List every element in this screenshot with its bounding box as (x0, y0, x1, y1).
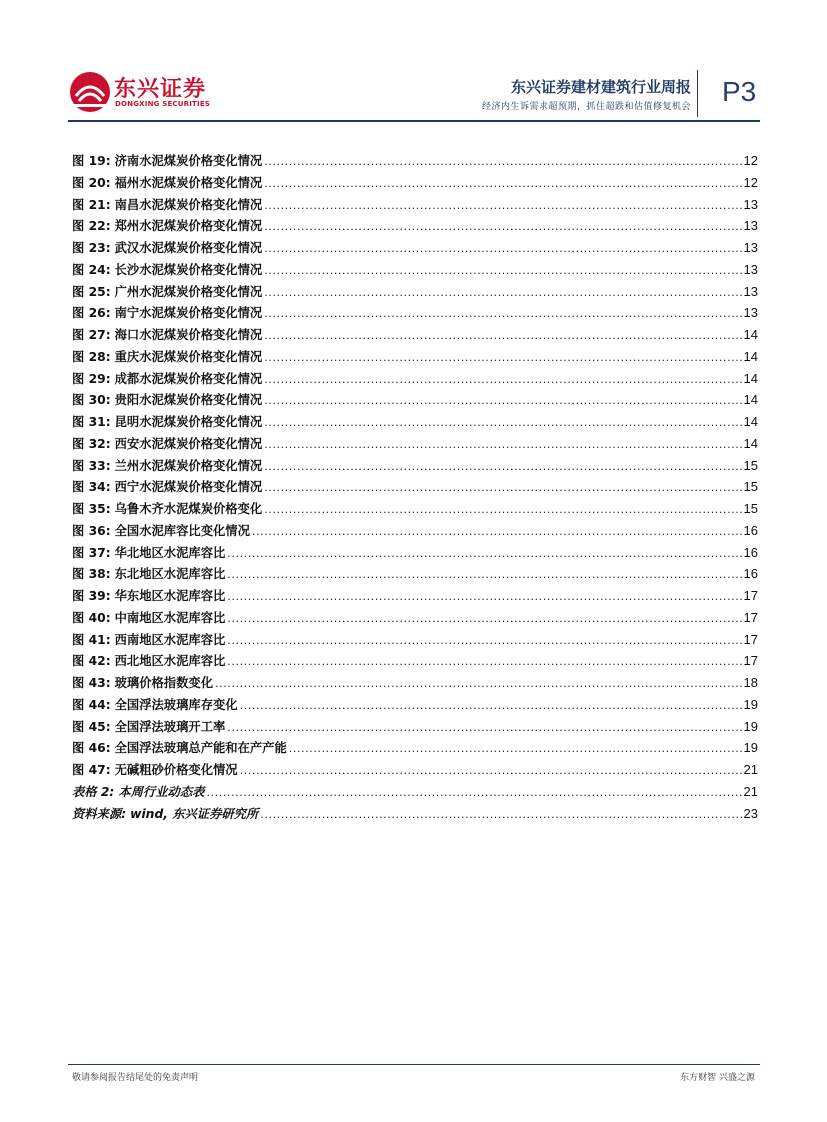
toc-entry-label: 图 36: (72, 523, 111, 538)
toc-entry-title: 全国浮法玻璃库存变化 (114, 697, 238, 712)
toc-dot-leader (264, 460, 741, 473)
toc-dot-leader (264, 307, 741, 320)
toc-entry[interactable] (72, 477, 758, 499)
toc-entry-title: 全国水泥库容比变化情况 (114, 523, 250, 538)
toc-entry-title: 海口水泥煤炭价格变化情况 (114, 328, 263, 342)
toc-entry-page: 13 (743, 196, 758, 212)
toc-entry-title: 成都水泥煤炭价格变化情况 (114, 371, 263, 386)
header-rule (68, 120, 760, 122)
report-subtitle: 经济内生诉需求超预期，抓住超跌和估值修复机会 (481, 102, 691, 112)
toc-entry-page: 13 (743, 218, 758, 234)
toc-dot-leader (227, 612, 741, 625)
toc-entry-page: 14 (743, 435, 758, 451)
toc-dot-leader (227, 547, 741, 560)
footer-rule (68, 1064, 760, 1065)
page-number: P3 (722, 76, 757, 107)
toc-entry[interactable] (72, 543, 758, 565)
logo-mark-icon (68, 70, 112, 114)
toc-entry[interactable] (72, 369, 758, 391)
toc-dot-leader (227, 655, 741, 668)
toc-entry-label: 图 30: (72, 393, 111, 408)
toc-entry[interactable] (72, 195, 758, 217)
toc-entry-page: 13 (743, 240, 758, 255)
toc-entry-title: 西宁水泥煤炭价格变化情况 (114, 480, 263, 495)
toc-entry-label: 图 34: (72, 480, 111, 495)
toc-entry-label: 图 32: (72, 436, 111, 451)
toc-entry-label: 图 33: (72, 458, 111, 473)
toc-entry[interactable] (72, 608, 758, 630)
toc-dot-leader (206, 786, 741, 799)
toc-dot-leader (227, 634, 741, 647)
toc-entry-label: 图 24: (72, 262, 111, 277)
toc-entry-title: 华北地区水泥库容比 (114, 545, 226, 560)
toc-entry-page: 16 (743, 544, 758, 560)
toc-entry-page: 13 (743, 283, 758, 299)
toc-entry-page: 17 (743, 588, 758, 603)
toc-dot-leader (227, 568, 741, 581)
toc-entry[interactable] (72, 325, 758, 347)
toc-entry[interactable] (72, 216, 758, 238)
toc-dot-leader (264, 416, 741, 429)
toc-entry[interactable] (72, 347, 758, 369)
company-logo (68, 70, 211, 114)
toc-entry-title: 南昌水泥煤炭价格变化情况 (114, 197, 263, 212)
toc-entry-label: 图 43: (72, 676, 111, 690)
toc-entry[interactable] (72, 673, 758, 695)
toc-dot-leader (264, 155, 741, 168)
toc-dot-leader (227, 590, 741, 603)
toc-entry-page: 23 (743, 805, 758, 821)
toc-entry-title: 重庆水泥煤炭价格变化情况 (114, 349, 263, 364)
toc-dot-leader (264, 329, 741, 342)
toc-entry-title: 无碱粗砂价格变化情况 (114, 763, 238, 777)
toc-entry[interactable] (72, 499, 758, 521)
toc-entry-page: 17 (743, 631, 758, 647)
toc-entry-page: 17 (743, 609, 758, 625)
logo-name-en: DONGXING SECURITIES (115, 100, 211, 108)
toc-dot-leader (264, 438, 741, 451)
toc-dot-leader (264, 199, 741, 212)
toc-dot-leader (264, 394, 741, 407)
toc-dot-leader (215, 677, 742, 690)
toc-entry-page: 13 (743, 305, 758, 321)
toc-dot-leader (260, 808, 741, 821)
toc-entry-page: 14 (743, 392, 758, 408)
toc-dot-leader (227, 721, 741, 734)
toc-entry[interactable] (72, 738, 758, 760)
toc-entry-title: 兰州水泥煤炭价格变化情况 (114, 458, 263, 473)
toc-dot-leader (252, 525, 742, 538)
toc-entry-page: 19 (743, 718, 758, 734)
toc-entry[interactable] (72, 412, 758, 434)
figure-index-list (72, 151, 758, 825)
toc-entry-page: 14 (743, 370, 758, 386)
toc-entry[interactable] (72, 630, 758, 652)
toc-entry-title: 武汉水泥煤炭价格变化情况 (114, 241, 263, 255)
toc-entry-page: 12 (743, 174, 758, 190)
toc-entry-title: 长沙水泥煤炭价格变化情况 (114, 262, 263, 277)
toc-entry-page: 19 (743, 740, 758, 756)
toc-entry-title: 玻璃价格指数变化 (114, 676, 213, 690)
toc-entry-title: 中南地区水泥库容比 (114, 610, 226, 625)
logo-name-cn: 东兴证券 (114, 77, 207, 102)
toc-entry[interactable] (72, 804, 758, 826)
toc-entry-label: 图 35: (72, 502, 111, 516)
toc-entry[interactable] (72, 238, 758, 260)
toc-entry-page: 18 (743, 675, 758, 690)
toc-entry-label: 图 42: (72, 654, 111, 669)
toc-entry-label: 图 28: (72, 349, 111, 364)
toc-entry-page: 14 (743, 414, 758, 429)
toc-entry-title: 华东地区水泥库容比 (114, 589, 226, 603)
toc-entry[interactable] (72, 282, 758, 304)
footer-disclaimer: 敬请参阅报告结尾处的免责声明 (72, 1073, 199, 1083)
toc-entry[interactable] (72, 390, 758, 412)
toc-entry-label: 图 20: (72, 175, 111, 190)
toc-entry-label: 图 26: (72, 306, 111, 321)
toc-entry-page: 21 (743, 762, 758, 777)
toc-entry-title: 贵阳水泥煤炭价格变化情况 (114, 393, 263, 408)
toc-entry-label: 资料来源: (72, 806, 127, 821)
toc-entry-label: 表格 2: (72, 784, 115, 799)
toc-entry[interactable] (72, 303, 758, 325)
toc-entry-label: 图 23: (72, 241, 111, 255)
toc-entry-page: 13 (743, 261, 758, 277)
toc-entry-title: 郑州水泥煤炭价格变化情况 (114, 219, 263, 234)
toc-entry-title: 福州水泥煤炭价格变化情况 (114, 175, 263, 190)
toc-dot-leader (264, 481, 741, 494)
report-title: 东兴证券建材建筑行业周报 (510, 78, 691, 96)
toc-entry-title: 东北地区水泥库容比 (114, 567, 226, 582)
toc-entry-title: 济南水泥煤炭价格变化情况 (114, 154, 263, 168)
toc-entry-label: 图 19: (72, 154, 111, 168)
toc-dot-leader (240, 699, 742, 712)
toc-dot-leader (264, 286, 741, 299)
toc-entry-label: 图 39: (72, 589, 111, 603)
toc-entry[interactable] (72, 717, 758, 739)
toc-entry-label: 图 41: (72, 632, 111, 647)
toc-entry-label: 图 25: (72, 284, 111, 299)
toc-entry-label: 图 27: (72, 328, 111, 342)
toc-entry-title: 本周行业动态表 (118, 784, 205, 799)
toc-dot-leader (264, 351, 741, 364)
toc-entry-label: 图 46: (72, 741, 111, 756)
toc-entry-label: 图 44: (72, 697, 111, 712)
toc-dot-leader (289, 742, 742, 755)
toc-dot-leader (264, 220, 741, 233)
toc-entry[interactable] (72, 260, 758, 282)
toc-entry-page: 19 (743, 696, 758, 712)
footer-slogan: 东方财智 兴盛之源 (680, 1073, 755, 1083)
toc-entry-title: 西北地区水泥库容比 (114, 654, 226, 669)
toc-entry-page: 17 (743, 653, 758, 669)
toc-entry-label: 图 21: (72, 197, 111, 212)
toc-entry-label: 图 47: (72, 763, 111, 777)
toc-dot-leader (240, 764, 742, 777)
toc-entry[interactable] (72, 173, 758, 195)
toc-dot-leader (264, 264, 741, 277)
toc-dot-leader (264, 242, 741, 255)
toc-entry-label: 图 45: (72, 719, 111, 734)
toc-entry[interactable] (72, 564, 758, 586)
toc-entry-page: 16 (743, 566, 758, 582)
toc-entry-label: 图 29: (72, 371, 111, 386)
toc-entry[interactable] (72, 151, 758, 173)
toc-entry-page: 14 (743, 327, 758, 342)
toc-entry-title: 全国浮法玻璃总产能和在产产能 (114, 741, 287, 756)
toc-entry-page: 12 (743, 153, 758, 168)
toc-entry-page: 15 (743, 501, 758, 516)
toc-entry-title: 昆明水泥煤炭价格变化情况 (114, 415, 263, 429)
toc-entry-title: 南宁水泥煤炭价格变化情况 (114, 306, 263, 321)
toc-entry-page: 15 (743, 457, 758, 473)
toc-entry-page: 14 (743, 348, 758, 364)
toc-entry[interactable] (72, 456, 758, 478)
toc-entry-page: 21 (743, 783, 758, 799)
toc-entry-page: 15 (743, 479, 758, 495)
toc-entry[interactable] (72, 651, 758, 673)
toc-entry-title: 乌鲁木齐水泥煤炭价格变化 (114, 502, 263, 516)
page-header (0, 0, 827, 130)
toc-entry[interactable] (72, 760, 758, 782)
toc-entry[interactable] (72, 695, 758, 717)
header-divider (697, 70, 698, 117)
toc-entry-title: 西南地区水泥库容比 (114, 632, 226, 647)
toc-entry-label: 图 38: (72, 567, 111, 582)
toc-entry-label: 图 40: (72, 610, 111, 625)
toc-entry[interactable] (72, 521, 758, 543)
toc-entry-title: 西安水泥煤炭价格变化情况 (114, 436, 263, 451)
toc-entry[interactable] (72, 586, 758, 608)
toc-dot-leader (264, 503, 741, 516)
toc-dot-leader (264, 373, 741, 386)
toc-entry-title: 广州水泥煤炭价格变化情况 (114, 284, 263, 299)
toc-entry-label: 图 37: (72, 545, 111, 560)
toc-entry[interactable] (72, 434, 758, 456)
toc-entry-title: 全国浮法玻璃开工率 (114, 719, 226, 734)
toc-entry-label: 图 31: (72, 415, 111, 429)
toc-entry[interactable] (72, 782, 758, 804)
toc-dot-leader (264, 177, 741, 190)
toc-entry-page: 16 (743, 522, 758, 538)
toc-entry-label: 图 22: (72, 219, 111, 234)
toc-entry-title: wind, 东兴证券研究所 (130, 806, 259, 821)
